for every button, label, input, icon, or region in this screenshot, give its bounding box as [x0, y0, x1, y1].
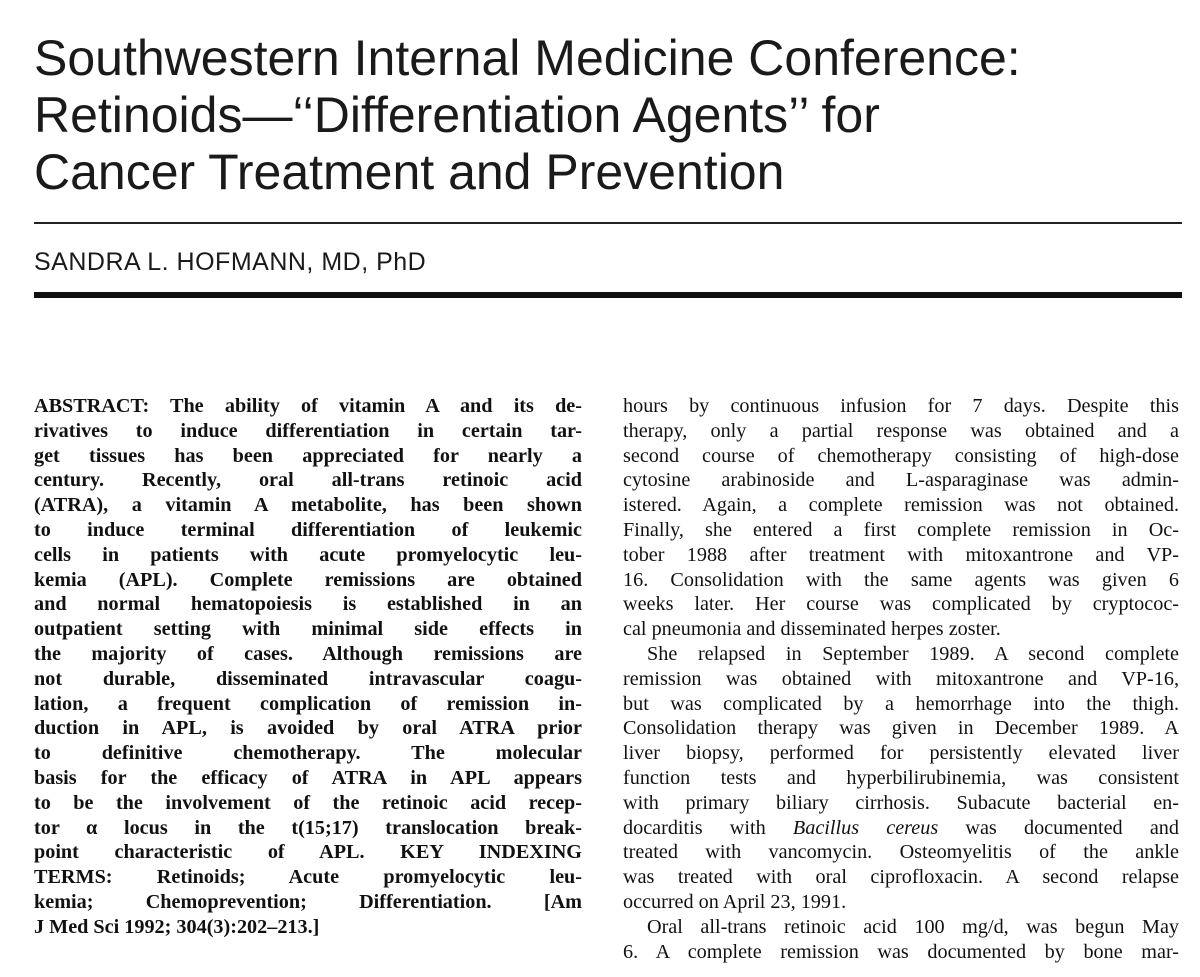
body-column — [623, 394, 1179, 964]
body-line: therapy, only a partial response was obtained and a — [623, 419, 1179, 442]
body-line-with-italic — [623, 816, 1179, 841]
body-line: She relapsed in September 1989. A second complete — [647, 642, 1179, 665]
abstract-line: outpatient setting with minimal side effects in — [34, 618, 582, 641]
body-text: docarditis with — [623, 816, 793, 839]
body-line: 16. Consolidation with the same agents was given 6 — [623, 568, 1179, 591]
body-line: with primary biliary cirrhosis. Subacute bacterial en- — [623, 791, 1179, 814]
body-line: cal pneumonia and disseminated herpes zoster. — [623, 618, 1001, 641]
body-line: 6. A complete remission was documented by bone mar- — [623, 940, 1179, 963]
title-divider — [34, 222, 1182, 224]
abstract-line: kemia (APL). Complete remissions are obtained — [34, 568, 582, 591]
abstract-line: duction in APL, is avoided by oral ATRA prior — [34, 717, 582, 740]
author-byline: SANDRA L. HOFMANN, MD, PhD — [34, 248, 427, 276]
organism-name: Bacillus cereus — [792, 816, 939, 839]
body-line: liver biopsy, performed for persistently elevated liver — [623, 742, 1179, 765]
body-line: hours by continuous infusion for 7 days. Despite this — [623, 395, 1179, 417]
abstract-line: the majority of cases. Although remissions are — [34, 642, 582, 665]
body-line: Consolidation therapy was given in December 1989. A — [623, 717, 1179, 740]
body-line: cytosine arabinoside and L-asparaginase was admin- — [623, 469, 1179, 492]
abstract-line: to be the involvement of the retinoic acid recep- — [34, 791, 582, 814]
body-line: weeks later. Her course was complicated by cryptococ- — [623, 593, 1179, 616]
body-line: Finally, she entered a first complete remission in Oc- — [623, 518, 1179, 541]
body-line: function tests and hyperbilirubinemia, was consistent — [623, 766, 1179, 789]
body-line: was treated with oral ciprofloxacin. A second relapse — [623, 866, 1179, 889]
body-line: Oral all-trans retinoic acid 100 mg/d, was begun May — [647, 915, 1179, 938]
abstract-line: century. Recently, oral all-trans retinoic acid — [34, 469, 582, 492]
body-line: treated with vancomycin. Osteomyelitis of the ankle — [623, 841, 1179, 864]
abstract-line: (ATRA), a vitamin A metabolite, has been shown — [34, 494, 582, 517]
body-line: occurred on April 23, 1991. — [623, 890, 847, 913]
abstract-line: rivatives to induce differentiation in certain tar- — [34, 419, 582, 442]
abstract-line: cells in patients with acute promyelocytic leu- — [34, 543, 582, 566]
abstract-line: point characteristic of APL. KEY INDEXING — [34, 841, 582, 864]
body-line: but was complicated by a hemorrhage into the thigh. — [623, 692, 1179, 715]
abstract-line: not durable, disseminated intravascular coagu- — [34, 667, 582, 690]
abstract-line: to definitive chemotherapy. The molecular — [34, 742, 582, 765]
abstract-column — [34, 394, 582, 940]
abstract-line: tor α locus in the t(15;17) translocation break- — [34, 816, 582, 839]
body-line: tober 1988 after treatment with mitoxantrone and VP- — [623, 543, 1179, 566]
abstract-line: basis for the efficacy of ATRA in APL appears — [34, 766, 582, 789]
header-divider — [34, 292, 1182, 298]
body-line: second course of chemotherapy consisting of high-dose — [623, 444, 1179, 467]
abstract-line: lation, a frequent complication of remission in- — [34, 692, 582, 715]
body-line: istered. Again, a complete remission was not obtained. — [623, 494, 1179, 517]
title-line-1: Southwestern Internal Medicine Conference: — [34, 30, 1021, 86]
abstract-line: to induce terminal differentiation of leukemic — [34, 518, 582, 541]
abstract-line: TERMS: Retinoids; Acute promyelocytic leu- — [34, 866, 582, 889]
abstract-line: and normal hematopoiesis is established in an — [34, 593, 582, 616]
abstract-line: ABSTRACT: The ability of vitamin A and its de- — [34, 395, 582, 417]
body-text: was documented and — [938, 816, 1179, 839]
body-line: remission was obtained with mitoxantrone and VP-16, — [623, 667, 1179, 690]
title-line-2: Retinoids—‘‘Differentiation Agents’’ for — [34, 87, 880, 143]
article-title — [34, 30, 1174, 201]
abstract-line: get tissues has been appreciated for nearly a — [34, 444, 582, 467]
abstract-line: kemia; Chemoprevention; Differentiation. [Am — [34, 890, 582, 913]
abstract-line: J Med Sci 1992; 304(3):202–213.] — [34, 915, 320, 938]
title-line-3: Cancer Treatment and Prevention — [34, 144, 785, 200]
